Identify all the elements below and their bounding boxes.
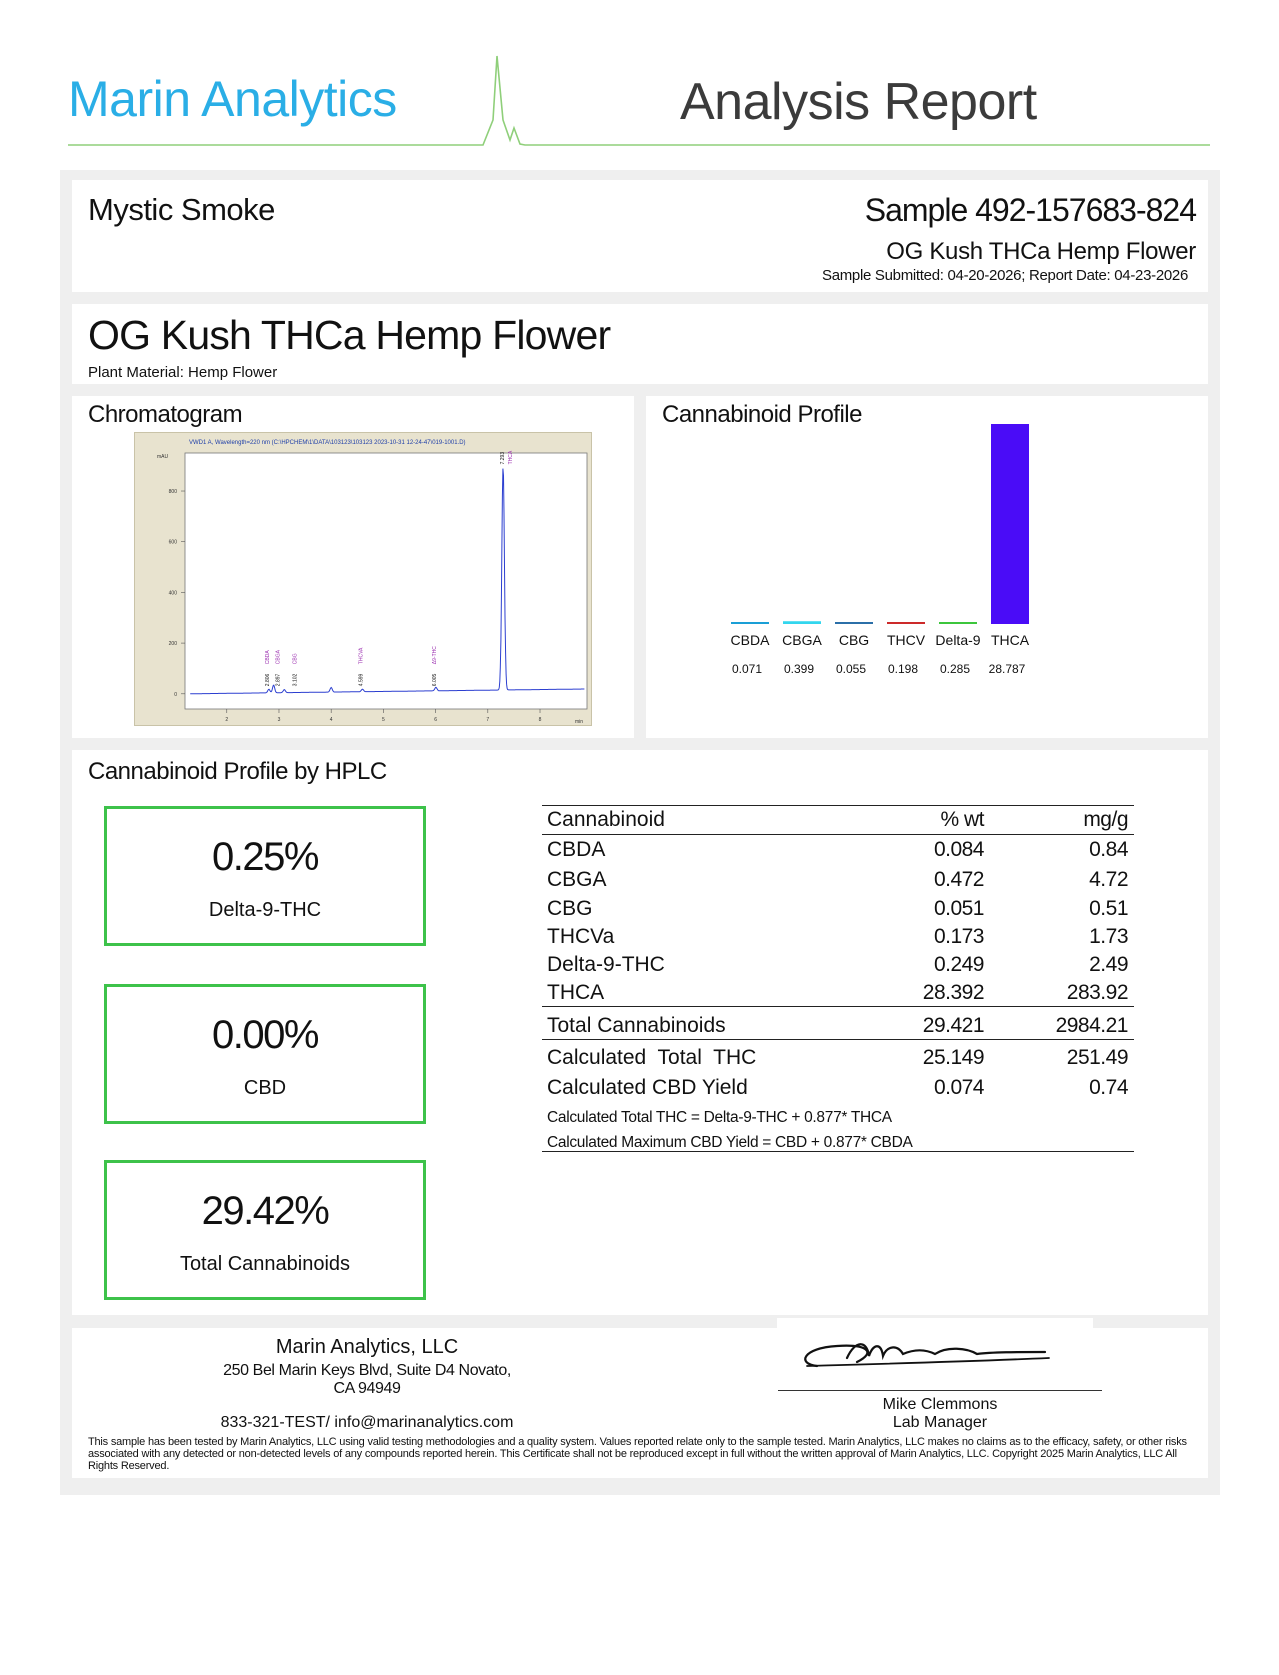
sample-dates: Sample Submitted: 04-20-2026; Report Date: 04-23-2026: [821, 267, 1188, 284]
report-header: [0, 0, 1279, 160]
client-card: [72, 180, 1208, 292]
cell-mg: 1.73: [1089, 925, 1128, 948]
value-label: 0.055: [835, 662, 867, 676]
kpi-value: 0.00%: [212, 1013, 318, 1057]
client-name: Mystic Smoke: [88, 192, 275, 227]
calc-thc-row: [542, 1043, 1134, 1073]
cell-name: Calculated Total THC: [547, 1046, 757, 1069]
x-tick-label: 8: [538, 717, 542, 723]
cell-pct: 0.472: [933, 868, 984, 891]
y-tick-label: 800: [168, 489, 177, 496]
header-pct-wt: % wt: [940, 808, 984, 831]
cell-name: Total Cannabinoids: [547, 1014, 726, 1037]
bar-thca: [991, 424, 1029, 624]
value-label: 0.198: [887, 662, 919, 676]
address-line-2: CA 94949: [333, 1380, 401, 1397]
lab-name: Marin Analytics, LLC: [275, 1336, 459, 1358]
bar-cbga: [783, 621, 821, 624]
disclaimer: This sample has been tested by Marin Analytics, LLC using valid testing methodologies and a quality system. Values reported relate only to the sample tested. Marin Analytics, LLC makes no claims as to the efficacy, safety, or other risks associated with any detected or non-detected levels of any compounds reported herein. This Certificate shall not be reproduced except in full without the written approval of Marin Analytics, LLC. Copyright 2025 Marin Analytics, LLC All Rights Reserved.: [88, 1436, 1187, 1472]
chromatogram-image: [134, 432, 592, 726]
peak-time-label: 3.102: [292, 673, 299, 687]
cell-pct: 0.074: [933, 1076, 984, 1099]
value-label: 0.071: [731, 662, 763, 676]
table-row: [542, 865, 1134, 894]
footer-card: [72, 1328, 1208, 1478]
table-row: [542, 950, 1134, 978]
value-label: 0.285: [939, 662, 971, 676]
value-label: 0.399: [783, 662, 815, 676]
header-cannabinoid: Cannabinoid: [547, 808, 665, 831]
y-tick-label: 400: [168, 590, 177, 597]
signer-title: Lab Manager: [892, 1414, 988, 1431]
cell-mg: 0.51: [1089, 897, 1128, 920]
kpi-label: Total Cannabinoids: [179, 1253, 351, 1275]
cell-pct: 0.084: [933, 838, 984, 861]
cell-name: Calculated CBD Yield: [547, 1076, 748, 1099]
hplc-card: [72, 750, 1208, 1315]
signer: [778, 1396, 1102, 1432]
peak-time-label: 7.293: [500, 451, 507, 465]
y-tick-label: 200: [168, 641, 177, 648]
cell-mg: 4.72: [1089, 868, 1128, 891]
y-tick-label: 0: [174, 691, 177, 698]
x-tick-label: 2: [225, 717, 229, 723]
signature: [777, 1318, 1093, 1390]
peak-name-label: CBGA: [275, 650, 282, 665]
report-title: Analysis Report: [680, 73, 1037, 131]
chromatogram-header-text: VWD1 A, Wavelength=220 nm (C:\HPCHEM\1\DATA\103123\103123 2023-10-31 12-24-47\019-1001.D): [189, 440, 466, 446]
peak-name-label: THCVA: [358, 647, 365, 665]
brand-logo-text: Marin Analytics: [68, 71, 397, 127]
cell-mg: 2984.21: [1055, 1014, 1128, 1037]
header-mg-g: mg/g: [1083, 808, 1128, 831]
signer-name: Mike Clemmons: [882, 1396, 998, 1413]
x-unit-label: min: [575, 719, 584, 725]
x-tick-label: 3: [277, 717, 281, 723]
cell-name: CBG: [547, 897, 593, 920]
y-tick-label: 600: [168, 539, 177, 546]
lab-address: [202, 1362, 532, 1398]
formula-thc: Calculated Total THC = Delta-9-THC + 0.877* THCA: [547, 1109, 892, 1126]
kpi-value: 0.25%: [212, 835, 318, 879]
calc-cbd-row: [542, 1073, 1134, 1103]
cell-name: Delta-9-THC: [547, 953, 665, 976]
peak-time-label: 2.897: [275, 673, 282, 687]
peak-name-label: Δ9-THC: [431, 646, 438, 665]
profile-chart-card: [646, 396, 1208, 738]
address-line-1: 250 Bel Marin Keys Blvd, Suite D4 Novato,: [223, 1362, 511, 1379]
peak-name-label: CBDA: [264, 650, 271, 665]
kpi-cbd: [104, 984, 426, 1124]
formula-block: [542, 1103, 1134, 1155]
hplc-title: Cannabinoid Profile by HPLC: [88, 758, 387, 785]
chromatogram-card: [72, 396, 634, 738]
kpi-value: 29.42%: [201, 1189, 329, 1233]
chromatogram-plot: [135, 433, 593, 727]
sample-product: OG Kush THCa Hemp Flower: [886, 238, 1196, 265]
bar-cbg: [835, 622, 873, 624]
category-label: CBDA: [730, 632, 770, 648]
cell-pct: 0.051: [933, 897, 984, 920]
total-row: [542, 1011, 1134, 1041]
lab-contact: 833-321-TEST/ info@marinanalytics.com: [220, 1414, 514, 1431]
table-row: [542, 978, 1134, 1008]
cell-mg: 2.49: [1089, 953, 1128, 976]
cell-pct: 0.249: [933, 953, 984, 976]
cell-mg: 283.92: [1066, 981, 1128, 1004]
cell-pct: 29.421: [922, 1014, 984, 1037]
bar-thcv: [887, 622, 925, 624]
cell-name: CBDA: [547, 838, 606, 861]
x-tick-label: 5: [381, 717, 385, 723]
profile-bar-chart: [646, 396, 1208, 738]
cell-name: THCVa: [547, 925, 615, 948]
kpi-label: CBD: [243, 1077, 287, 1099]
table-row: [542, 835, 1134, 865]
kpi-label: Delta-9-THC: [208, 899, 322, 921]
category-label: CBG: [838, 632, 870, 648]
product-card: [72, 304, 1208, 384]
x-tick-label: 6: [434, 717, 437, 723]
cell-mg: 0.84: [1089, 838, 1128, 861]
cell-name: CBGA: [547, 868, 607, 891]
signature-line: [778, 1390, 1102, 1391]
bar-cbda: [731, 622, 769, 624]
kpi-total-cannabinoids: [104, 1160, 426, 1300]
peak-time-label: 6.005: [431, 673, 438, 687]
peak-name-label: THCA: [508, 450, 515, 465]
peak-name-label: CBG: [292, 653, 299, 665]
cell-pct: 28.392: [922, 981, 984, 1004]
cell-pct: 0.173: [933, 925, 984, 948]
cell-mg: 251.49: [1066, 1046, 1128, 1069]
profile-chart-title: Cannabinoid Profile: [662, 401, 862, 428]
table-header-row: [542, 805, 1134, 835]
kpi-delta9-thc: [104, 806, 426, 946]
table-row: [542, 922, 1134, 950]
cell-mg: 0.74: [1089, 1076, 1128, 1099]
category-label: THCA: [990, 632, 1030, 648]
y-unit-label: mAU: [157, 454, 169, 460]
table-row: [542, 894, 1134, 922]
product-title: OG Kush THCa Hemp Flower: [88, 312, 611, 358]
peak-time-label: 2.806: [264, 673, 271, 687]
bar-delta-9: [939, 622, 977, 624]
category-label: CBGA: [782, 632, 822, 648]
plant-material: Plant Material: Hemp Flower: [88, 364, 278, 381]
cannabinoid-table: [542, 805, 1134, 1155]
formula-cbd: Calculated Maximum CBD Yield = CBD + 0.877* CBDA: [547, 1134, 913, 1151]
peak-time-label: 4.599: [358, 673, 365, 687]
x-tick-label: 7: [486, 717, 490, 723]
cell-pct: 25.149: [922, 1046, 984, 1069]
signature-image: [777, 1318, 1093, 1390]
category-label: Delta-9: [935, 632, 981, 648]
x-tick-label: 4: [329, 717, 333, 723]
cell-name: THCA: [547, 981, 605, 1004]
sample-number: Sample 492-157683-824: [864, 192, 1196, 228]
value-label: 28.787: [988, 662, 1026, 676]
chromatogram-title: Chromatogram: [88, 401, 243, 428]
category-label: THCV: [886, 632, 926, 648]
